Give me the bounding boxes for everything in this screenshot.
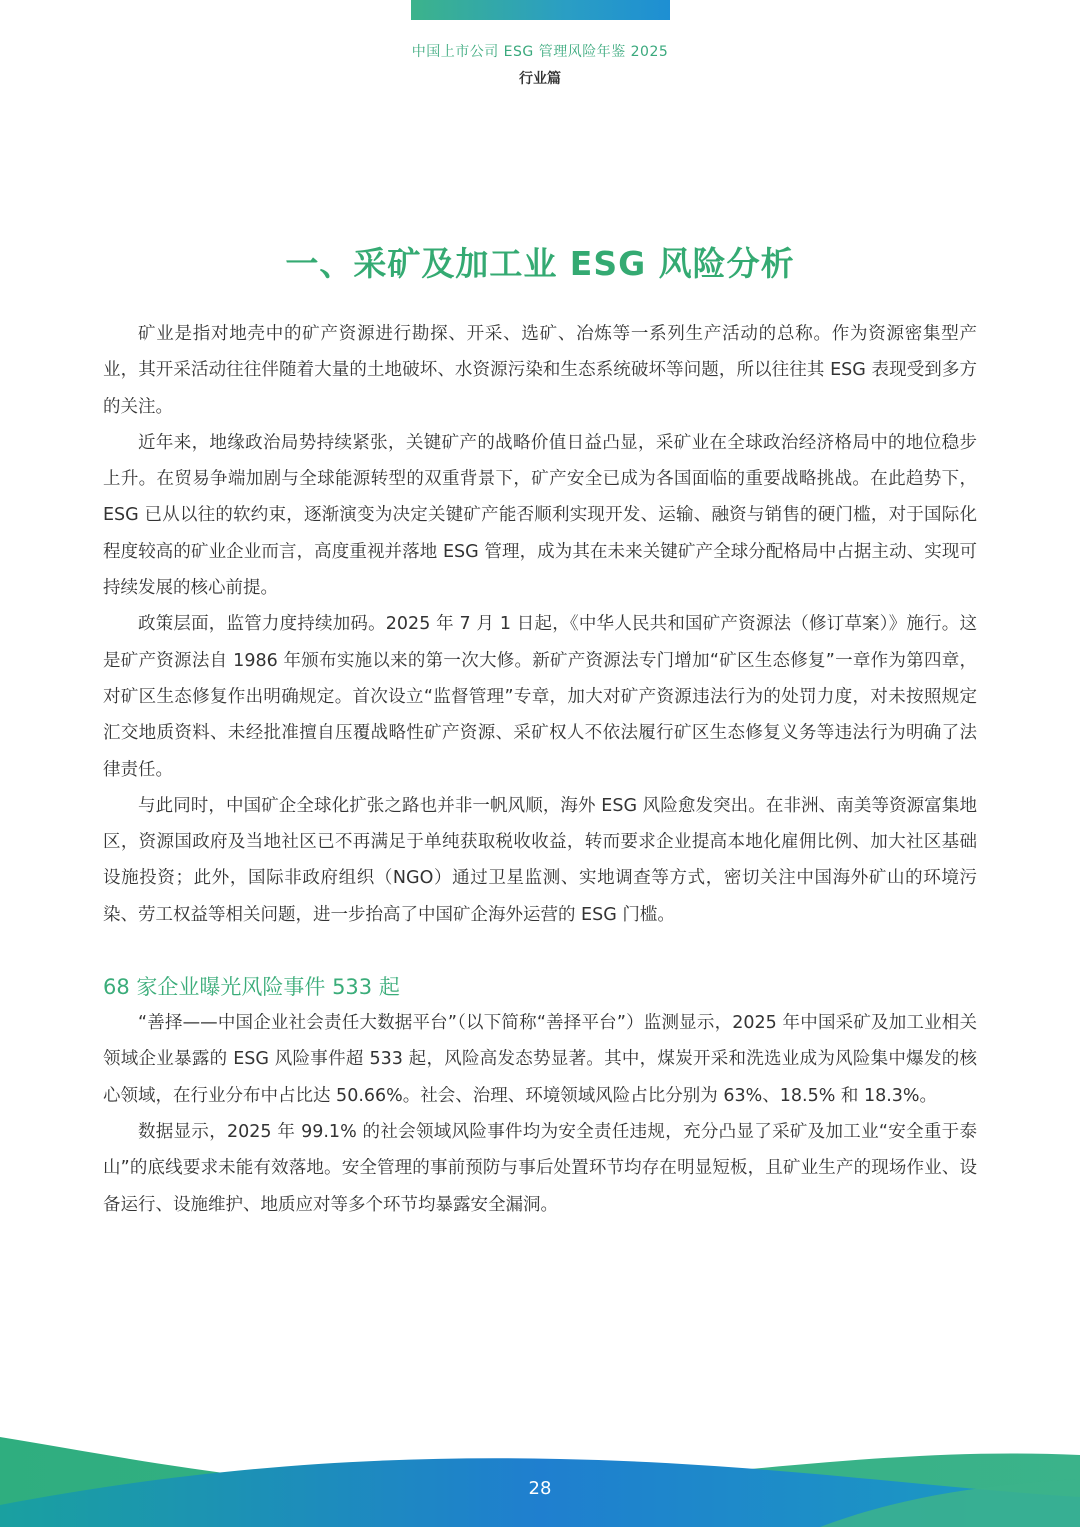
article-body xyxy=(103,316,977,1223)
paragraph-intro-4: 与此同时，中国矿企全球化扩张之路也并非一帆风顺，海外 ESG 风险愈发突出。在非洲、南美等资源富集地区，资源国政府及当地社区已不再满足于单纯获取税收收益，转而要求企业提高本地化雇佣比例、加大社区基础设施投资；此外，国际非政府组织（NGO）通过卫星监测、实地调查等方式，密切关注中国海外矿山的环境污染、劳工权益等相关问题，进一步抬高了中国矿企海外运营的 ESG 门槛。 xyxy=(103,795,977,925)
paragraph-intro-2: 近年来，地缘政治局势持续紧张，关键矿产的战略价值日益凸显，采矿业在全球政治经济格局中的地位稳步上升。在贸易争端加剧与全球能源转型的双重背景下，矿产安全已成为各国面临的重要战略挑战。在此趋势下，ESG 已从以往的软约束，逐渐演变为决定关键矿产能否顺利实现开发、运输、融资与销售的硬门槛，对于国际化程度较高的矿业企业而言，高度重视并落地 ESG 管理，成为其在未来关键矿产全球分配格局中占据主动、实现可持续发展的核心前提。 xyxy=(103,432,977,599)
footer-wave xyxy=(0,1427,1080,1527)
page-number: 28 xyxy=(528,1478,552,1499)
main-heading: 一、采矿及加工业 ESG 风险分析 xyxy=(285,244,795,283)
subsection-heading: 68 家企业曝光风险事件 533 起 xyxy=(103,975,400,1000)
paragraph-intro-1: 矿业是指对地壳中的矿产资源进行勘探、开采、选矿、冶炼等一系列生产活动的总称。作为资源密集型产业，其开采活动往往伴随着大量的土地破坏、水资源污染和生态系统破坏等问题，所以往往其 ESG 表现受到多方的关注。 xyxy=(103,324,977,417)
paragraph-subsection-1: “善择——中国企业社会责任大数据平台”（以下简称“善择平台”）监测显示，2025 年中国采矿及加工业相关领域企业暴露的 ESG 风险事件超 533 起，风险高发态势显著。其中，煤炭开采和洗选业成为风险集中爆发的核心领域，在行业分布中占比达 50.66%。社会、治理、环境领域风险占比分别为 63%、18.5% 和 18.3%。 xyxy=(103,1013,977,1106)
paragraph-subsection-2: 数据显示，2025 年 99.1% 的社会领域风险事件均为安全责任违规，充分凸显了采矿及加工业“安全重于泰山”的底线要求未能有效落地。安全管理的事前预防与事后处置环节均存在明显短板，且矿业生产的现场作业、设备运行、设施维护、地质应对等多个环节均暴露安全漏洞。 xyxy=(103,1121,977,1215)
report-title: 中国上市公司 ESG 管理风险年鉴 2025 xyxy=(411,44,669,60)
section-label: 行业篇 xyxy=(519,71,561,87)
header-accent-bar xyxy=(411,0,670,20)
paragraph-intro-3: 政策层面，监管力度持续加码。2025 年 7 月 1 日起，《中华人民共和国矿产资源法（修订草案）》施行。这是矿产资源法自 1986 年颁布实施以来的第一次大修。新矿产资源法专门增加“矿区生态修复”一章作为第四章，对矿区生态修复作出明确规定。首次设立“监督管理”专章，加大对矿产资源违法行为的处罚力度，对未按照规定汇交地质资料、未经批准擅自压覆战略性矿产资源、采矿权人不依法履行矿区生态修复义务等违法行为明确了法律责任。 xyxy=(103,614,977,780)
